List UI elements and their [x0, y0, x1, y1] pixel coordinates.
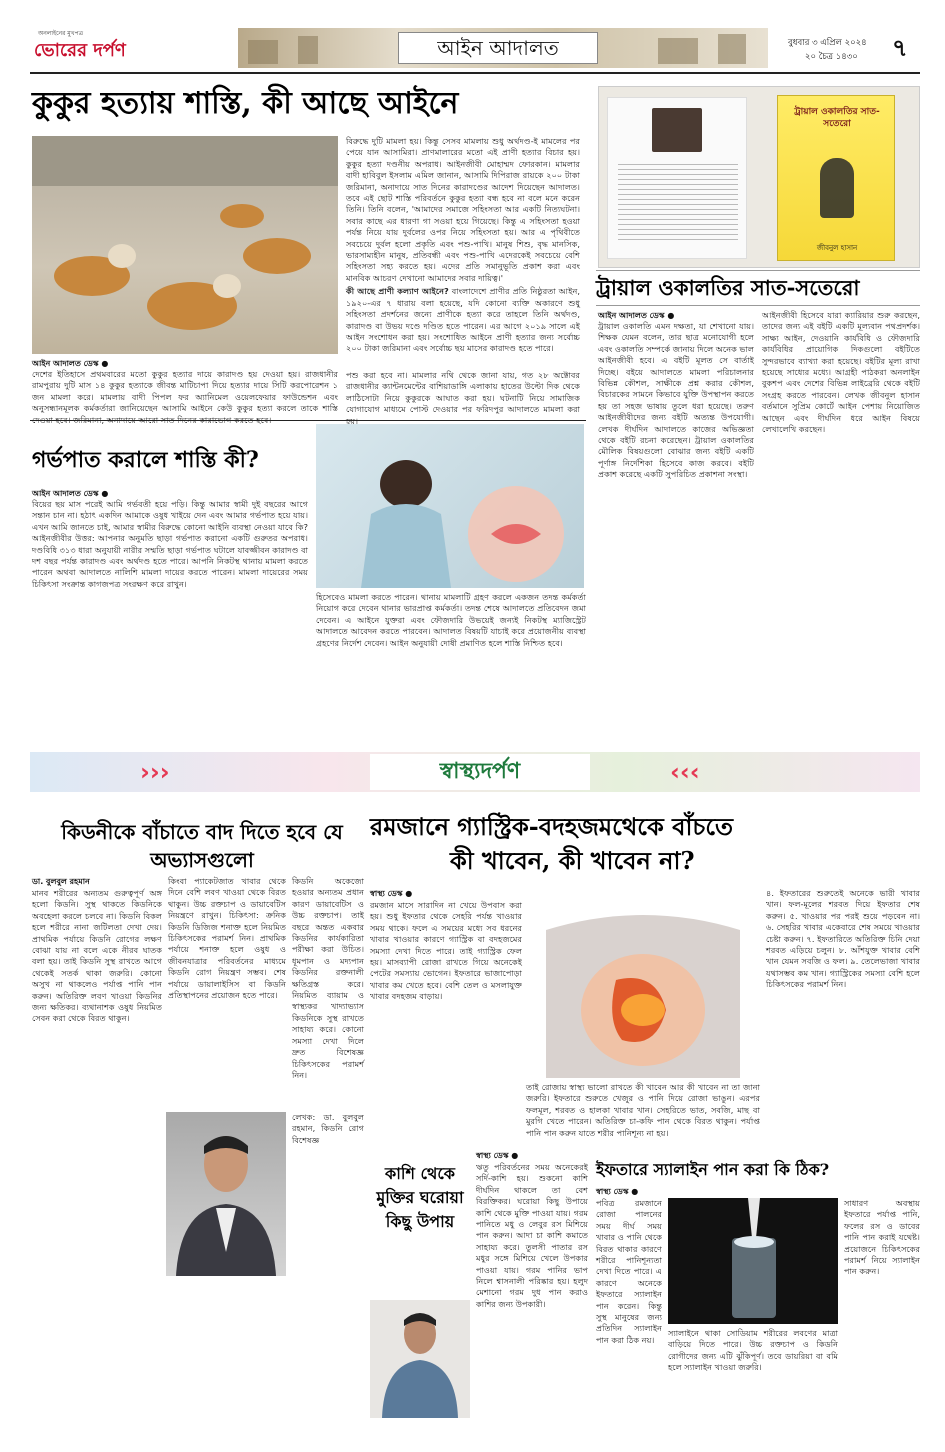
saline-byline: স্বাস্থ্য ডেস্ক ●	[596, 1187, 639, 1196]
masthead	[30, 28, 920, 70]
courtroom-banner	[238, 28, 768, 68]
kidney-author-note: লেখক: ডা. বুলবুল রহমান, কিডনি রোগ বিশেষজ্ঞ	[292, 1112, 364, 1145]
dog-subhead: কী আছে প্রাণী কল্যাণ আইনে?	[346, 286, 449, 297]
trial-body-col2: আইনজীবী হিসেবে যারা ক্যারিয়ার শুরু করছেন, তাদের জন্য এই বইটি একটি মূল্যবান পথপ্রদর্শক। সাক্ষ্য আইন, দেওয়ানি কার্যবিধি ও ফৌজদারি কার্যবিধির প্রায়োগিক দিকগুলো বইটিতে সুন্দরভাবে ব্যাখ্যা করা হয়েছে। বইটির মূল্য রাখা হয়েছে সাধ্যের মধ্যে। আগ্রহী পাঠকরা অনলাইন বুকশপ এবং দেশের বিভিন্ন লাইব্রেরি থেকে বইটি সংগ্রহ করতে পারবেন। লেখক জীবনুল হাসান বর্তমানে সুপ্রিম কোর্টে আইন পেশায় নিয়োজিত আছেন এবং দীর্ঘদিন ধরে আইন বিষয়ে লেখালেখি করছেন।	[762, 310, 920, 435]
trial-byline: আইন আদালত ডেস্ক ●	[598, 311, 675, 320]
woman-illustration	[316, 424, 584, 588]
kidney-body-col1: মানব শরীরের অন্যতম গুরুত্বপূর্ণ অঙ্গ হলো কিডনি। সুস্থ থাকতে কিডনিকে অবহেলা করলে চলবে না। কিডনি বিকল হলে শরীরে নানা জটিলতা দেখা দেয়। প্রাথমিক পর্যায়ে কিডনি রোগের লক্ষণ বোঝা যায় না বলে একে নীরব ঘাতক বলা হয়। তাই কিডনি সুস্থ রাখতে আগে থেকেই সতর্ক থাকা জরুরি। কোনো অসুখ না থাকলেও পর্যাপ্ত পানি পান করুন। অতিরিক্ত লবণ খাওয়া কিডনির জন্য ক্ষতিকর। ব্যথানাশক ওষুধ নিয়মিত সেবন করা থেকে বিরত থাকুন।	[32, 888, 162, 1024]
cough-body: ঋতু পরিবর্তনের সময় অনেকেরই সর্দি-কাশি হয়। শুকনো কাশি দীর্ঘদিন থাকলে তা বেশ বিরক্তিকর। ঘরোয়া কিছু উপায়ে কাশি থেকে মুক্তি পাওয়া যায়। গরম পানিতে মধু ও লেবুর রস মিশিয়ে পান করুন। আদা চা কাশি কমাতে সাহায্য করে। তুলসী পাতার রস মধুর সঙ্গে মিশিয়ে খেলে উপকার পাওয়া যায়। গরম পানির ভাপ নিলে শ্বাসনালী পরিষ্কার হয়। হলুদ মেশানো গরম দুধ পান করাও কাশির জন্য উপকারী।	[476, 1162, 588, 1309]
dogs-photo	[32, 136, 338, 354]
trial-headline-box	[596, 270, 920, 306]
left-chevrons-icon: ›››	[140, 758, 170, 786]
book-title: ট্রায়াল ওকালতির সাত-সতেরো	[794, 107, 880, 129]
health-banner-title: স্বাস্থ্যদর্পণ	[370, 754, 590, 790]
dog-body-right-p2: বাংলাদেশে প্রাণীর প্রতি নিষ্ঠুরতা আইন, ১৯২০-এর ৭ ধারায় বলা হয়েছে, যদি কোনো ব্যক্তি অকারণে শুধু সহিংসতা প্রদর্শনের জন্যে প্রাণীকে হত্যা করে তাহলে তিনি অর্থদণ্ড, কারাদণ্ড বা উভয় দণ্ডে দণ্ডিত হতে পারেন। এর আগে ২০১৯ সালে এই আইন সংশোধন করা হয়। সংশোধিত আইনে প্রাণী হত্যার জন্য সর্বোচ্চ ২০০ টাকা জরিমানা এবং সর্বোচ্চ ছয় মাসের কারাদণ্ড হতে পারে।	[346, 286, 580, 354]
lady-justice-icon	[820, 158, 854, 218]
dog-body-right-p1: বিরুদ্ধে দুটি মামলা হয়। কিন্তু সেসব মামলায় শুধু অর্থদণ্ড-ই মামলের পর পেয়ে যান আসামিরা। প্রাণমালারের মতো এই প্রাণী হত্যার বিচার হয়। কুকুর হত্যা দণ্ডনীয় অপরাধ। আইনজীবী মোহাম্মদ ফোরকান। মামলার বাদী হাবিবুল ইসলাম এমিল জানান, আসামি দিপিরাজ রায়কে ২০০ টাকা জরিমানা, অনাদায়ে সাত দিনের কারাদণ্ডের আদেশ দিয়েছেন আদালত। তবে এই ছোট শাস্তি পরিবর্তনে কুকুর হত্যা বন্ধ হবে না বলে মনে করেন তিনি। তিনি বলেন, 'আমাদের সমাজে সহিংসতা আর একটি নিত্যঘটনা। সবার কাছে এর ধারণা গা সওয়া হয়ে গিয়েছে। কিন্তু এ সহিংসতা হওয়া পর্যন্ত নিয়ে যায় দুর্বলের ওপর নিয়ে সহিংসতা হয়। আর এ পৃথিবীতে সবচেয়ে দুর্বল হলো প্রকৃতি এবং পশু-পাখি। মানুষ শিশু, বৃদ্ধ মানসিক, ভারসাম্যহীন মানুষ, প্রতিবন্ধী এবং পশু-পাখি এদেরকেই সবচেয়ে বেশি সহিংসতা সহ্য করতে হয়। এদের প্রতি সমানুভূতি প্রকাশ করা এবং মানবিক আচরণ দেখানো আমাদের সবার দায়িত্ব।'	[346, 136, 580, 283]
abortion-headline: গর্ভপাত করালে শাস্তি কী?	[32, 447, 259, 473]
saline-body-col2: স্যালাইনে থাকা সোডিয়াম শরীরের লবণের মাত্রা বাড়িয়ে দিতে পারে। উচ্চ রক্তচাপ ও কিডনি রোগীদের জন্য এটি ঝুঁকিপূর্ণ। তবে ডায়রিয়া বা বমি হলে স্যালাইন খাওয়া জরুরি।	[668, 1328, 838, 1373]
abortion-body-2: হিসেবেও মামলা করতে পারেন। থানায় মামলাটি গ্রহণ করলে একজন তদন্ত কর্মকর্তা নিয়োগ করে দেবেন থানার ভারপ্রাপ্ত কর্মকর্তা। তদন্ত শেষে আদালতে প্রতিবেদন জমা দেবেন। এ আইনে যুক্তরা এবং ফৌজদারি উভয়েই জন্যই নিকটস্থ ম্যাজিস্ট্রেট আদালতে আবেদন করতে পারবেন। আদালত বিষয়টি যাচাই করে প্রয়োজনীয় ব্যবস্থা গ্রহণের নির্দেশ দেবেন। আইন অনুযায়ী দোষী প্রমাণিত হলে শাস্তি নিশ্চিত হবে।	[316, 592, 586, 648]
stomach-illustration	[526, 900, 760, 1078]
abortion-photo	[316, 424, 584, 588]
dog-body-bottom: দেশের ইতিহাসে প্রথমবারের মতো কুকুর হত্যার দায়ে কারাদণ্ড হয় দেওয়া হয়। রাজধানীর রামপুরায় দুটি মাস ১৪ কুকুর হত্যাকে জীবন্ত মাটিচাপা দিয়ে হত্যার দায়ে সিটি করপোরেশন ১ জন মামলা করে। মামলায় বাদী পিপল ফর অ্যানিমেল ওয়েলফেয়ার ফাউন্ডেশন এবং অনুসন্ধানমূলক কর্মকর্তারা জানিয়েছেন আসামি আইনে কেউ কুকুর হত্যা করলে তাকে শাস্তি	[32, 369, 338, 414]
cough-headline: কাশি থেকে মুক্তির ঘরোয়া কিছু উপায়	[376, 1164, 464, 1231]
kidney-byline: ডা. বুলবুল রহমান	[32, 877, 90, 886]
trial-body-col1: ট্রায়াল ওকালতি এমন দক্ষতা, যা শেখানো যায়। শিক্ষক যেমন বলেন, তার ছাত্র মনোযোগী হলে এবং ওকালতি সম্পর্কে জানায় দিলে অনেক ভাল আইনজীবী হবে। এ বইটি মূলত সে বার্তাই দিচ্ছে। বইয়ে আদালতে মামলা পরিচালনার বিভিন্ন কৌশল, সাক্ষীকে প্রশ্ন করার কৌশল, বিচারকের সামনে কিভাবে যুক্তি উপস্থাপন করতে হয় তা সহজ ভাষায় তুলে ধরা হয়েছে। তরুণ আইনজীবীদের জন্য বইটি অত্যন্ত উপযোগী। লেখক দীর্ঘদিন আদালতে কাজের অভিজ্ঞতা থেকে বইটি রচনা করেছেন। ট্রায়াল ওকালতির মৌলিক বিষয়গুলো বোঝার জন্য বইটি একটি পূর্ণাঙ্গ নির্দেশিকা হিসেবে কাজ করবে। বইটি প্রকাশ করেছে একটি সুপরিচিত প্রকাশনা সংস্থা।	[598, 321, 754, 480]
masthead-rule	[30, 72, 920, 74]
abortion-byline: আইন আদালত ডেস্ক ●	[32, 489, 109, 498]
date-line-1: বুধবার ৩ এপ্রিল ২০২৪	[788, 38, 867, 48]
ramadan-headline-1: রমজানে গ্যাস্ট্রিক-বদহজমথেকে বাঁচতে	[370, 812, 734, 841]
saline-photo	[668, 1198, 838, 1324]
ramadan-headline-2: কী খাবেন, কী খাবেন না?	[450, 846, 695, 875]
ramadan-body-col2: তাই রোজায় স্বাস্থ্য ভালো রাখতে কী খাবেন আর কী খাবেন না তা জানা জরুরি। ইফতারে শুরুতে খেজুর ও পানি দিয়ে রোজা ভাঙুন। এরপর ফলমূল, শরবত ও হালকা খাবার খান। সেহরিতে ভাত, সবজি, মাছ বা মুরগি খেতে পারেন। অতিরিক্ত চা-কফি পান থেকে বিরত থাকুন। পর্যাপ্ত পানি পান করুন যাতে শরীর পানিশূন্য না হয়।	[526, 1082, 760, 1138]
stomach-pain-photo	[526, 900, 760, 1078]
saline-headline: ইফতারে স্যালাইন পান করা কি ঠিক?	[596, 1160, 830, 1179]
section-title: আইন আদালত	[398, 32, 598, 64]
book-back-cover	[607, 97, 747, 259]
ramadan-body-col3: ৪. ইফতারের শুরুতেই অনেকে ভারী খাবার খান। ফল-মূলের শরবত দিয়ে ইফতার শেষ করুন। ৫. খাওয়ার পর পরই শুয়ে পড়বেন না। ৬. সেহরির খাবার একেবারে শেষ সময়ে খাওয়ার চেষ্টা করুন। ৭. ইফতারিতে অতিরিক্ত চিনি দেয়া শরবত এড়িয়ে চলুন। ৮. আঁশযুক্ত খাবার বেশি খান যেমন সবজি ও ফল। ৯. তেলেভাজা খাবার যথাসম্ভব কম খান। গ্যাস্ট্রিকের সমস্যা বেশি হলে চিকিৎসকের পরামর্শ নিন।	[766, 888, 920, 990]
saline-body-col1: পবিত্র রমজানে রোজা পালনের সময় দীর্ঘ সময় খাবার ও পানি থেকে বিরত থাকার কারণে শরীরে পানিশূন্যতা দেখা দিতে পারে। এ কারণে অনেকে ইফতারে স্যালাইন পান করেন। কিন্তু সুস্থ মানুষের জন্য প্রতিদিন স্যালাইন পান করা ঠিক নয়।	[596, 1198, 662, 1345]
dog-byline: আইন আদালত ডেস্ক ●	[32, 359, 109, 368]
ramadan-byline: স্বাস্থ্য ডেস্ক ●	[370, 889, 413, 898]
book-author: জীবনুল হাসান	[816, 244, 858, 252]
cough-byline: স্বাস্থ্য ডেস্ক ●	[476, 1151, 519, 1160]
masthead-tagline: অনলাইনের মুখপত্র	[38, 30, 84, 37]
saline-glass-illustration	[668, 1198, 838, 1324]
abortion-body: বিয়ের ছয় মাস পরেই আমি গর্ভবতী হয়ে পড়ি। কিন্তু আমার স্বামী দুই বছরের আগে সন্তান চান না। হঠাৎ একদিন আমাকে ওষুধ খাইয়ে দেন এবং আমার গর্ভপাত হয়ে যায়। এখন আমি জানতে চাই, আমার স্বামীর বিরুদ্ধে কোনো আইনি ব্যবস্থা নেওয়া যাবে কি? আইনজীবীর উত্তর: আপনার অনুমতি ছাড়া গর্ভপাত করানো একটি গুরুতর অপরাধ। দণ্ডবিধি ৩১৩ ধারা অনুযায়ী নারীর সম্মতি ছাড়া গর্ভপাত ঘটালে যাবজ্জীবন কারাদণ্ড বা দশ বছর পর্যন্ত কারাদণ্ড এবং অর্থদণ্ড হতে পারে। আপনি নিকটস্থ থানায় মামলা করতে পারেন অথবা আদালতে নালিশি মামলা দায়ের করতে পারেন। মামলা দায়েরের সময় চিকিৎসা সংক্রান্ত কাগজপত্র সংরক্ষণ করে রাখুন।	[32, 499, 308, 589]
doctor-portrait	[166, 1112, 286, 1276]
trial-headline: ট্রায়াল ওকালতির সাত-সতেরো	[596, 275, 860, 300]
coughing-man-illustration	[370, 1300, 470, 1418]
saline-body-col3: সাধারণ অবস্থায় ইফতারে পর্যাপ্ত পানি, ফলের রস ও ডাবের পানি পান করাই যথেষ্ট। প্রয়োজনে চিকিৎসকের পরামর্শ নিয়ে স্যালাইন পান করুন।	[844, 1198, 920, 1277]
section-rule-1	[30, 420, 586, 421]
right-chevrons-icon: ‹‹‹	[670, 758, 700, 786]
ramadan-body-col1: রমজান মাসে সারাদিন না খেয়ে উপবাস করা হয়। শুধু ইফতার থেকে সেহরি পর্যন্ত খাওয়ার সময় থাকে। ফলে এ সময়ের মধ্যে সব ধরনের খাবার খাওয়ার কারণে গ্যাস্ট্রিক বা বদহজমের সমস্যা দেখা দিতে পারে। তাই গ্যাস্ট্রিক ফেল হয়। মাসব্যাপী রোজা রাখতে গিয়ে অনেকেই পেটের সমস্যায় ভোগেন। ইফতারে ভাজাপোড়া খাবার কম খেতে হবে। বেশি তেল ও মসলাযুক্ত খাবার বদহজম বাড়ায়।	[370, 900, 522, 1002]
book-back-text	[618, 160, 738, 240]
dog-body-bottom-right: পশু করা হবে না। মামলার নথি থেকে জানা যায়, গত ২৮ অক্টোবর রাজধানীর ক্যান্টনমেন্টের বাশিয়াডাঙ্গি এলাকায় হাতের উল্টো দিক থেকে লাঠিসোটা নিয়ে কুকুরকে আঘাত করা হয়। ঘটনাটি নিয়ে সামাজিক যোগাযোগ মাধ্যমে পোস্ট দেওয়ার পর ফরিদপুর আদালতে মামলা করা	[346, 370, 580, 415]
kidney-author-photo	[166, 1112, 286, 1276]
book-front-cover	[777, 95, 895, 261]
date-line-2: ২০ চৈত্র ১৪৩০	[805, 52, 858, 62]
health-banner	[30, 752, 920, 792]
book-ad	[598, 86, 920, 268]
kidney-body-col2: কিংবা প্যাকেটজাত খাবার থেকে দিনে বেশি লবণ খাওয়া থেকে বিরত থাকুন। উচ্চ রক্তচাপ ও ডায়াবেটিস নিয়ন্ত্রণে রাখুন। চিকিৎসা: ক্রনিক কিডনি ডিজিজ শনাক্ত হলে নিয়মিত চিকিৎসকের পরামর্শ নিন। প্রাথমিক পর্যায়ে শনাক্ত হলে ওষুধ ও জীবনযাত্রার পরিবর্তনের মাধ্যমে কিডনি রোগ নিয়ন্ত্রণ সম্ভব। শেষ পর্যায়ে ডায়ালাইসিস বা কিডনি প্রতিস্থাপনের প্রয়োজন হতে পারে।	[168, 876, 286, 1001]
logo: ভোরের দর্পণ	[34, 40, 126, 61]
kidney-headline: কিডনীকে বাঁচাতে বাদ দিতে হবে যে অভ্যাসগুলো	[61, 820, 343, 872]
coughing-man-photo	[370, 1300, 470, 1418]
page-number: ৭	[892, 34, 908, 62]
dog-headline: কুকুর হত্যায় শাস্তি, কী আছে আইনে	[32, 86, 459, 121]
dogs-illustration	[32, 136, 338, 354]
dog-body-right	[346, 136, 580, 368]
kidney-body-col3: কিডনি অকেজো হওয়ার অন্যতম প্রধান কারণ ডায়াবেটিস ও উচ্চ রক্তচাপ। তাই বছরে অন্তত একবার কিডনির কার্যকারিতা পরীক্ষা করা উচিত। ধূমপান ও মদ্যপান কিডনির রক্তনালী ক্ষতিগ্রস্ত করে। নিয়মিত ব্যায়াম ও স্বাস্থ্যকর খাদ্যাভ্যাস কিডনিকে সুস্থ রাখতে সাহায্য করে। কোনো সমস্যা দেখা দিলে দ্রুত বিশেষজ্ঞ চিকিৎসকের পরামর্শ নিন।	[292, 876, 364, 1080]
author-photo	[652, 108, 702, 152]
